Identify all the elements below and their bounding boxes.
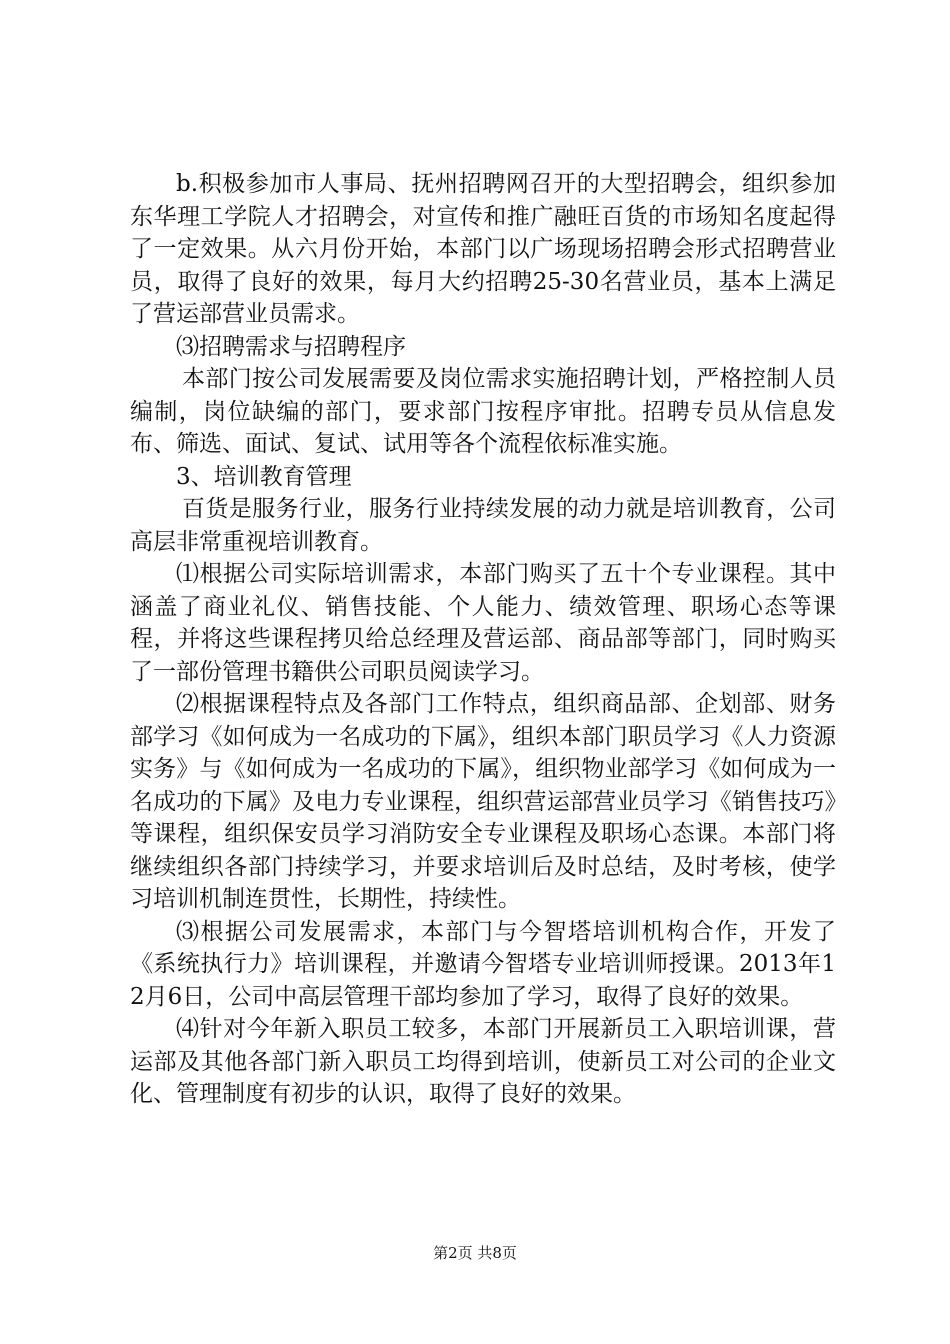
paragraph-new-employee-training: ⑷针对今年新入职员工较多，本部门开展新员工入职培训课，营运部及其他各部门新入职员工均得到培训，使新员工对公司的企业文化、管理制度有初步的认识，取得了良好的效果。: [130, 1016, 836, 1107]
paragraph-training-importance: 百货是服务行业，服务行业持续发展的动力就是培训教育，公司高层非常重视培训教育。: [130, 496, 836, 555]
paragraph-execution-course: ⑶根据公司发展需求，本部门与今智塔培训机构合作，开发了《系统执行力》培训课程，并邀请今智塔专业培训师授课。2013年12月6日，公司中高层管理干部均参加了学习，取得了良好的效果。: [130, 918, 836, 1010]
paragraph-recruitment-fairs: b.积极参加市人事局、抚州招聘网召开的大型招聘会，组织参加东华理工学院人才招聘会，对宣传和推广融旺百货的市场知名度起得了一定效果。从六月份开始，本部门以广场现场招聘会形式招聘营业员，取得了良好的效果，每月大约招聘25-30名营业员，基本上满足了营运部营业员需求。: [130, 171, 836, 327]
heading-training-management: 3、培训教育管理: [176, 463, 352, 490]
page-number-footer: 第2页 共8页: [433, 1244, 517, 1262]
paragraph-department-study: ⑵根据课程特点及各部门工作特点，组织商品部、企划部、财务部学习《如何成为一名成功的下属》，组织本部门职员学习《人力资源实务》与《如何成为一名成功的下属》，组织物业部学习《如何成为一名成功的下属》及电力专业课程，组织营运部营业员学习《销售技巧》等课程，组织保安员学习消防安全专业课程及职场心态课。本部门将继续组织各部门持续学习，并要求培训后及时总结，及时考核，使学习培训机制连贯性，长期性，持续性。: [130, 691, 836, 912]
heading-recruitment-procedure: ⑶招聘需求与招聘程序: [176, 333, 406, 360]
paragraph-recruitment-plan: 本部门按公司发展需要及岗位需求实施招聘计划，严格控制人员编制，岗位缺编的部门，要求部门按程序审批。招聘专员从信息发布、筛选、面试、复试、试用等各个流程依标准实施。: [130, 366, 836, 457]
document-body: [130, 168, 836, 1111]
paragraph-training-courses: ⑴根据公司实际培训需求，本部门购买了五十个专业课程。其中涵盖了商业礼仪、销售技能、个人能力、绩效管理、职场心态等课程，并将这些课程拷贝给总经理及营运部、商品部等部门，同时购买了一部份管理书籍供公司职员阅读学习。: [130, 561, 836, 685]
